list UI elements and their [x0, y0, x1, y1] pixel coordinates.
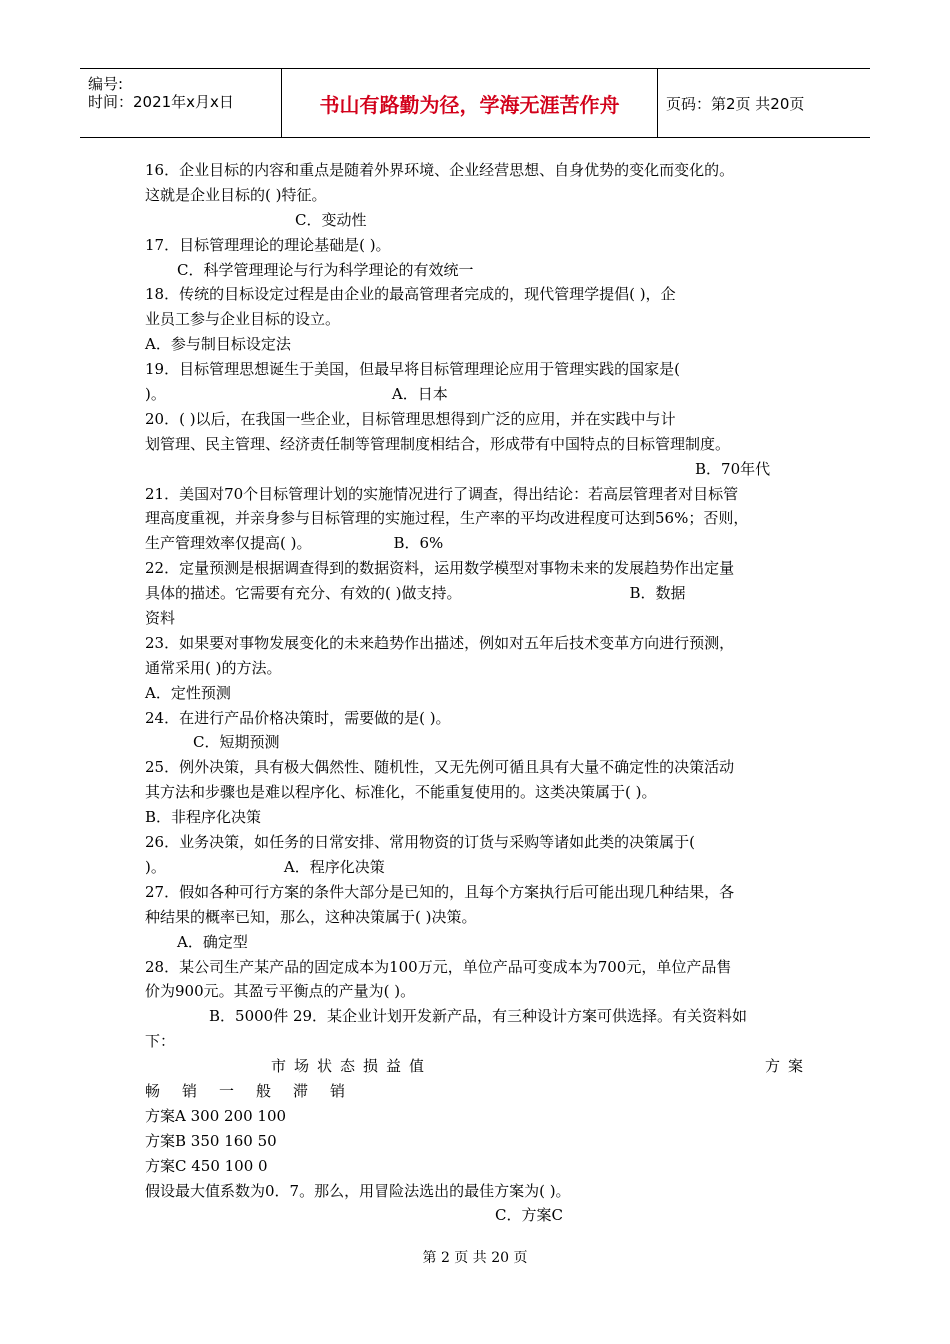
text-line: 下：	[145, 1032, 176, 1051]
page-footer: 第 2 页 共 20 页	[422, 1250, 528, 1266]
answer-line: B．70年代	[695, 459, 771, 478]
table-row: 方案A 300 200 100	[145, 1106, 287, 1125]
answer-line: A．参与制目标设定法	[145, 335, 291, 354]
table-header-plan: 方案	[765, 1057, 812, 1076]
page-header	[80, 68, 870, 138]
answer-line: C．方案C	[495, 1206, 563, 1225]
answer-line: B．非程序化决策	[145, 808, 262, 827]
text-line: 假设最大值系数为0．7。那么，用冒险法选出的最佳方案为( )。	[145, 1181, 571, 1200]
text-line: 这就是企业目标的( )特征。	[145, 185, 327, 204]
answer-fragment: A．程序化决策	[283, 857, 385, 876]
text-line: 种结果的概率已知，那么，这种决策属于( )决策。	[145, 907, 477, 926]
text-line: 20．( )以后，在我国一些企业，目标管理思想得到广泛的应用，并在实践中与计	[145, 409, 676, 428]
header-motto-cell	[282, 69, 658, 137]
text-line: B．5000件 29．某企业计划开发新产品，有三种设计方案可供选择。有关资料如	[209, 1007, 748, 1026]
answer-fragment: B．数据	[629, 584, 686, 603]
text-line	[145, 382, 810, 407]
answer-fragment: A．日本	[391, 385, 448, 404]
text-line: 理高度重视，并亲身参与目标管理的实施过程，生产率的平均改进程度可达到56%；否则，	[145, 509, 749, 528]
text-fragment: 生产管理效率仅提高( )。	[145, 534, 312, 553]
document-body	[145, 158, 810, 1228]
text-line: 17．目标管理理论的理论基础是( )。	[145, 235, 391, 254]
text-line: 划管理、民主管理、经济责任制等管理制度相结合，形成带有中国特点的目标管理制度。	[145, 434, 731, 453]
text-line: 其方法和步骤也是难以程序化、标准化，不能重复使用的。这类决策属于( )。	[145, 783, 657, 802]
text-line: 22．定量预测是根据调查得到的数据资料，运用数学模型对事物未来的发展趋势作出定量	[145, 559, 735, 578]
text-line: 通常采用( )的方法。	[145, 658, 282, 677]
text-line: 价为900元。其盈亏平衡点的产量为( )。	[145, 982, 416, 1001]
answer-line: A．定性预测	[145, 683, 231, 702]
table-row: 方案C 450 100 0	[145, 1156, 268, 1175]
text-line: 16．企业目标的内容和重点是随着外界环境、企业经营思想、自身优势的变化而变化的。	[145, 161, 735, 179]
answer-line: A．确定型	[177, 932, 248, 951]
text-line: 28．某公司生产某产品的固定成本为100万元，单位产品可变成本为700元，单位产品售	[145, 957, 732, 976]
text-line: 业员工参与企业目标的设立。	[145, 310, 341, 329]
table-row: 方案B 350 160 50	[145, 1131, 277, 1150]
answer-line: C．科学管理理论与行为科学理论的有效统一	[177, 260, 474, 279]
text-fragment: )。	[145, 385, 166, 404]
text-line: 资料	[145, 609, 176, 628]
text-line: 23．如果要对事物发展变化的未来趋势作出描述，例如对五年后技术变革方向进行预测，	[145, 633, 735, 652]
table-subheader-row: 畅销一般滞销	[145, 1081, 368, 1100]
text-fragment: 具体的描述。它需要有充分、有效的( )做支持。	[145, 584, 462, 603]
text-line: 19．目标管理思想诞生于美国，但最早将目标管理理论应用于管理实践的国家是(	[145, 360, 680, 379]
answer-line: C．短期预测	[193, 733, 280, 752]
text-line: 26．业务决策，如任务的日常安排、常用物资的订货与采购等诸如此类的决策属于(	[145, 833, 695, 852]
header-meta	[80, 69, 282, 137]
answer-fragment: B．6%	[393, 534, 444, 553]
text-line: 25．例外决策，具有极大偶然性、随机性，又无先例可循且具有大量不确定性的决策活动	[145, 758, 735, 777]
text-line: 27．假如各种可行方案的条件大部分是已知的，且每个方案执行后可能出现几种结果，各	[145, 882, 735, 901]
text-line: 24．在进行产品价格决策时，需要做的是( )。	[145, 708, 451, 727]
table-header-row	[145, 1054, 810, 1079]
motto: 书山有路勤为径，学海无涯苦作舟	[319, 92, 620, 117]
table-header-title: 市场状态损益值	[271, 1057, 433, 1076]
page-info: 页码：第2页 共20页	[666, 94, 805, 113]
text-line	[145, 855, 810, 880]
text-line	[145, 531, 810, 556]
number-label: 编号:	[88, 75, 124, 93]
date-line: 时间：2021年x月x日	[88, 93, 234, 111]
text-fragment: )。	[145, 857, 166, 876]
answer-line: C．变动性	[295, 210, 367, 229]
text-line: 18．传统的目标设定过程是由企业的最高管理者完成的，现代管理学提倡( )，企	[145, 285, 676, 304]
text-line	[145, 581, 810, 606]
text-line: 21．美国对70个目标管理计划的实施情况进行了调查，得出结论：若高层管理者对目标管	[145, 484, 739, 503]
